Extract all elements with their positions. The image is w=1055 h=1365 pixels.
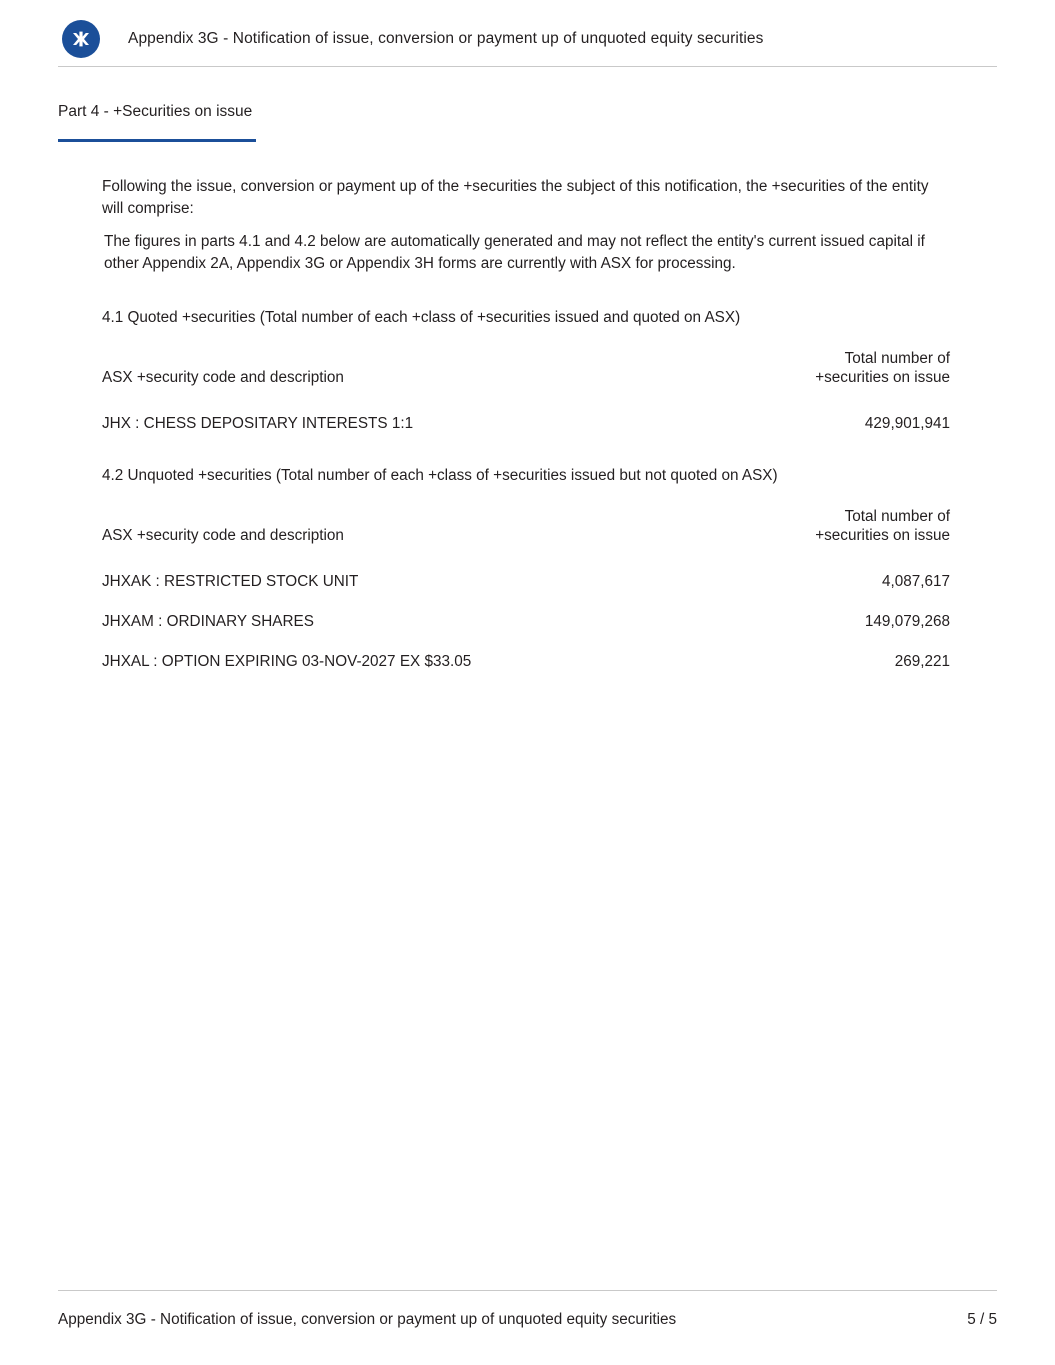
section-quoted-securities (102, 309, 950, 433)
unquoted-securities-table (102, 507, 950, 671)
section-title-4-1: 4.1 Quoted +securities (Total number of each +class of +securities issued and quoted on ASX) (102, 308, 741, 326)
table-row (102, 551, 950, 591)
document-body (102, 176, 950, 671)
page-title: Part 4 - +Securities on issue (58, 103, 253, 120)
header-divider (58, 66, 997, 67)
column-header-total-line2: +securities on issue (815, 368, 950, 386)
column-header-total (526, 349, 950, 393)
header-title: Appendix 3G - Notification of issue, conversion or payment up of unquoted equity securities (128, 30, 764, 47)
footer-divider (58, 1290, 997, 1291)
footer-title: Appendix 3G - Notification of issue, conversion or payment up of unquoted equity securities (58, 1311, 677, 1328)
column-header-total-line1: Total number of (844, 508, 950, 526)
column-header-total-line2: +securities on issue (815, 527, 950, 545)
table-row (102, 631, 950, 671)
table-row (102, 393, 950, 433)
page-footer (58, 1311, 997, 1329)
section-unquoted-securities (102, 467, 950, 671)
column-header-total (526, 507, 950, 551)
column-header-code: ASX +security code and description (102, 527, 344, 545)
page-title-underline (58, 139, 256, 142)
section-title-4-2: 4.2 Unquoted +securities (Total number of each +class of +securities issued but not quoted on ASX) (102, 467, 778, 485)
column-header-code: ASX +security code and description (102, 369, 344, 387)
security-total: 149,079,268 (864, 613, 950, 631)
security-code-description: JHXAL : OPTION EXPIRING 03-NOV-2027 EX $33.05 (102, 653, 472, 671)
asx-logo-icon (62, 20, 100, 58)
security-total: 269,221 (894, 653, 950, 671)
table-row (102, 591, 950, 631)
security-code-description: JHXAK : RESTRICTED STOCK UNIT (102, 573, 359, 591)
security-code-description: JHX : CHESS DEPOSITARY INTERESTS 1:1 (102, 415, 414, 433)
security-total: 4,087,617 (881, 573, 950, 591)
note-paragraph: The figures in parts 4.1 and 4.2 below are automatically generated and may not reflect the entity's current issued capital if other Appendix 2A, Appendix 3G or Appendix 3H forms are currently with ASX for processing. (104, 233, 925, 273)
page-header (58, 14, 997, 64)
security-code-description: JHXAM : ORDINARY SHARES (102, 613, 314, 631)
table-header-row (102, 349, 950, 393)
table-header-row (102, 507, 950, 551)
intro-paragraph: Following the issue, conversion or payment up of the +securities the subject of this notification, the +securities of the entity will comprise: (102, 178, 929, 217)
page-number: 5 / 5 (967, 1311, 997, 1328)
quoted-securities-table (102, 349, 950, 433)
column-header-total-line1: Total number of (844, 349, 950, 367)
security-total: 429,901,941 (864, 415, 950, 433)
